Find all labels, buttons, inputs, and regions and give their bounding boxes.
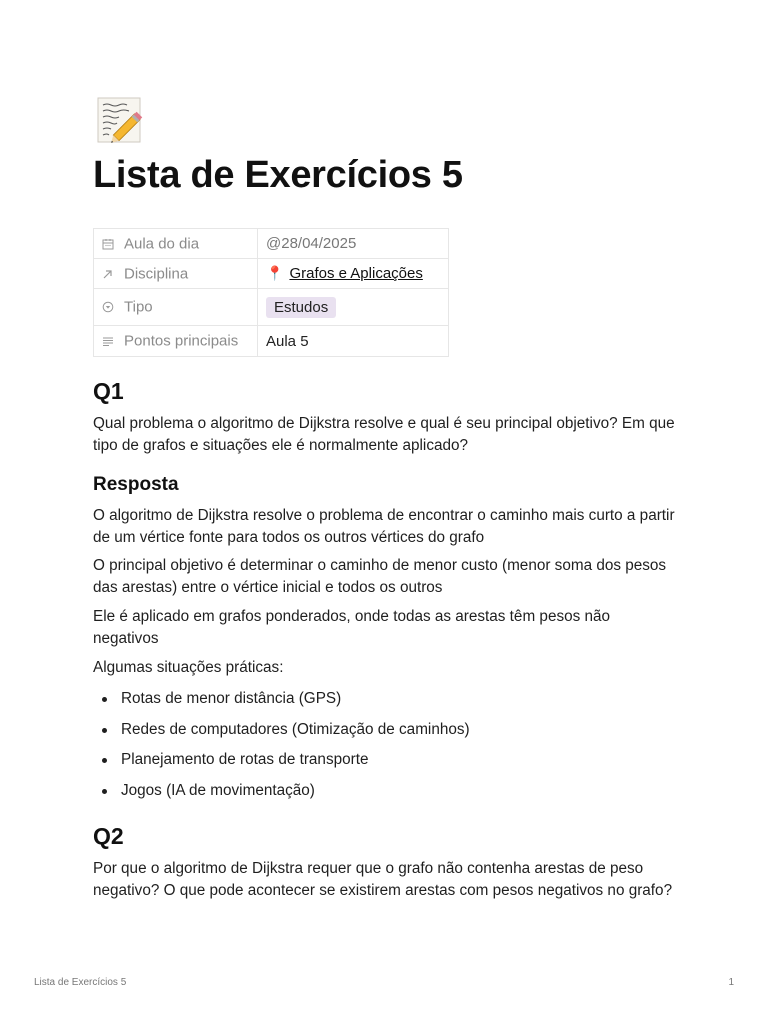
footer-page-number: 1 [728,977,734,988]
bullet-icon [102,697,107,702]
bullet-icon [102,758,107,763]
property-name: Disciplina [124,265,189,283]
property-name: Tipo [124,298,153,316]
property-row-pontos-principais[interactable] [94,326,449,357]
disciplina-link[interactable]: Grafos e Aplicações [289,265,423,282]
pontos-principais-value[interactable]: Aula 5 [258,326,449,357]
page-title: Lista de Exercícios 5 [93,154,463,196]
select-icon [102,301,116,313]
property-row-aula-do-dia[interactable] [94,229,449,259]
property-name: Pontos principais [124,332,239,350]
q1-question: Qual problema o algoritmo de Dijkstra resolve e qual é seu principal objetivo? Em que tipo de grafos e situações ele é normalmente aplicado? [93,415,675,454]
q1-heading: Q1 [93,378,124,404]
property-row-disciplina[interactable] [94,259,449,289]
relation-arrow-icon [102,268,116,280]
text-lines-icon [102,335,116,347]
footer-doc-title: Lista de Exercícios 5 [34,977,127,988]
resposta-paragraph: O algoritmo de Dijkstra resolve o problema de encontrar o caminho mais curto a partir de um vértice fonte para todos os outros vértices do grafo [93,507,675,546]
bullet-icon [102,728,107,733]
pin-icon: 📍 [266,265,284,281]
property-name: Aula do dia [124,235,200,253]
resposta-paragraph: O principal objetivo é determinar o caminho de menor custo (menor soma dos pesos das arestas) entre o vértice inicial e todos os outros [93,557,667,596]
property-row-tipo[interactable] [94,289,449,326]
tipo-tag[interactable]: Estudos [266,297,336,318]
resposta-paragraph: Ele é aplicado em grafos ponderados, onde todas as arestas têm pesos não negativos [93,608,611,647]
resposta-heading: Resposta [93,474,179,495]
resposta-paragraph: Algumas situações práticas: [93,659,284,676]
q2-heading: Q2 [93,823,124,849]
date-value[interactable]: @28/04/2025 [258,229,449,259]
properties-table [93,228,449,357]
memo-pencil-icon [96,96,146,146]
calendar-icon [102,238,116,250]
q2-question: Por que o algoritmo de Dijkstra requer que o grafo não contenha arestas de peso negativo? O que pode acontecer se existirem arestas com pesos negativos no grafo? [93,860,673,899]
bullet-icon [102,789,107,794]
